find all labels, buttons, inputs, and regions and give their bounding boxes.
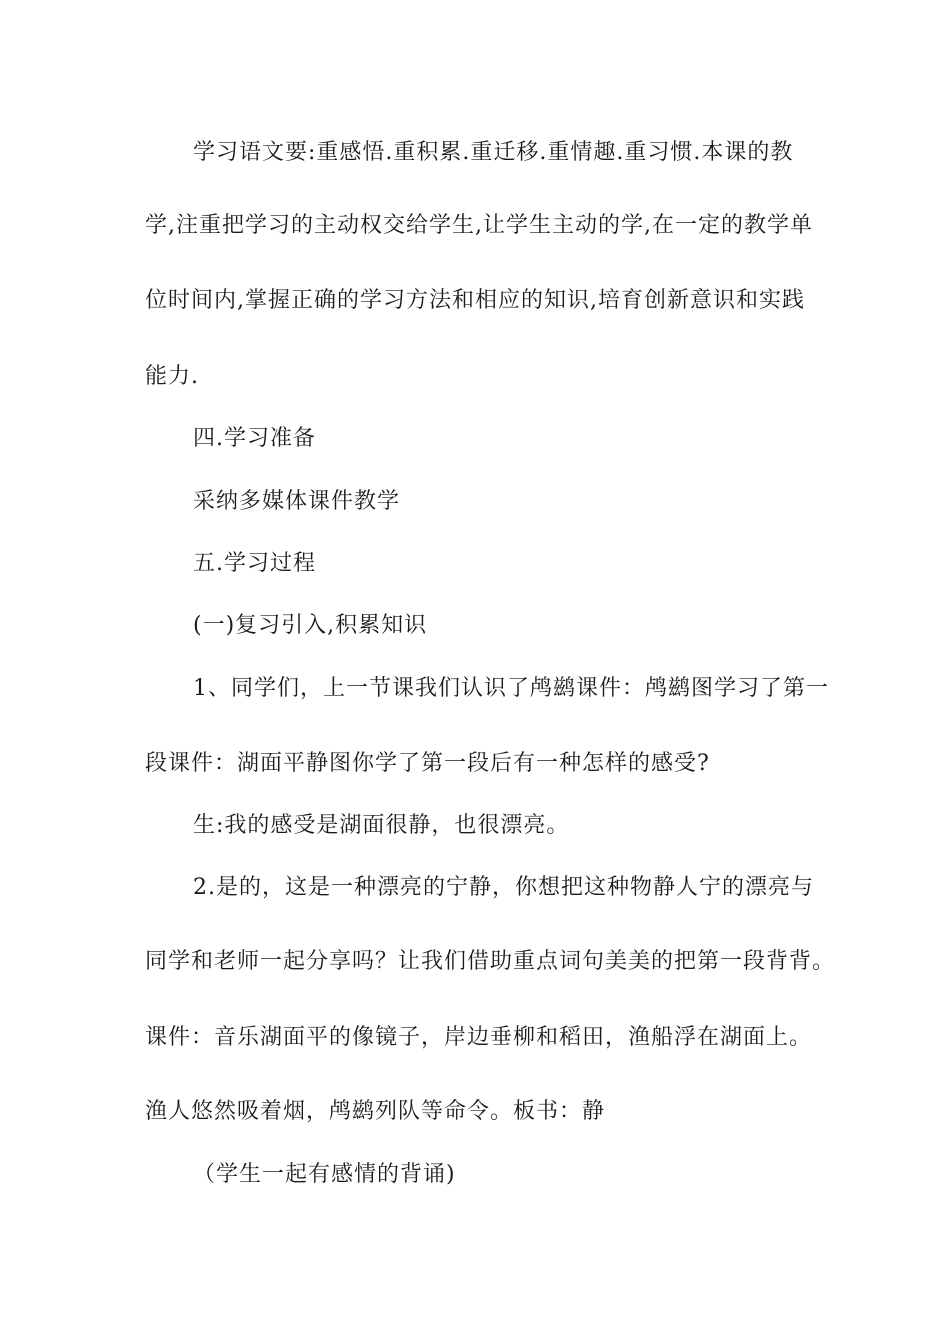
paragraph-line: 能力. <box>145 364 199 389</box>
paragraph-line: 2.是的，这是一种漂亮的宁静，你想把这种物静人宁的漂亮与 <box>193 875 814 900</box>
paragraph-line: 课件：音乐湖面平的像镜子，岸边垂柳和稻田，渔船浮在湖面上。 <box>145 1025 813 1050</box>
section-heading: 五.学习过程 <box>193 551 316 576</box>
paragraph-line: 学习语文要:重感悟.重积累.重迁移.重情趣.重习惯.本课的教 <box>193 140 794 165</box>
paragraph-line: 生:我的感受是湖面很静，也很漂亮。 <box>193 813 570 838</box>
section-heading: 四.学习准备 <box>193 426 316 451</box>
paragraph-line: 采纳多媒体课件教学 <box>193 489 401 514</box>
paragraph-line: 段课件：湖面平静图你学了第一段后有一种怎样的感受? <box>145 751 710 776</box>
paragraph-line: 学,注重把学习的主动权交给学生,让学生主动的学,在一定的教学单 <box>145 213 813 238</box>
paragraph-line: 位时间内,掌握正确的学习方法和相应的知识,培育创新意识和实践 <box>145 288 805 313</box>
paragraph-line: 同学和老师一起分享吗？让我们借助重点词句美美的把第一段背背。 <box>145 949 836 974</box>
paragraph-line: 1、同学们，上一节课我们认识了鸬鹚课件：鸬鹚图学习了第一 <box>193 676 829 701</box>
paragraph-line: 渔人悠然吸着烟，鸬鹚列队等命令。板书：静 <box>145 1099 606 1124</box>
paragraph-line: （学生一起有感情的背诵) <box>193 1162 456 1187</box>
subsection-heading: (一)复习引入,积累知识 <box>193 613 428 638</box>
